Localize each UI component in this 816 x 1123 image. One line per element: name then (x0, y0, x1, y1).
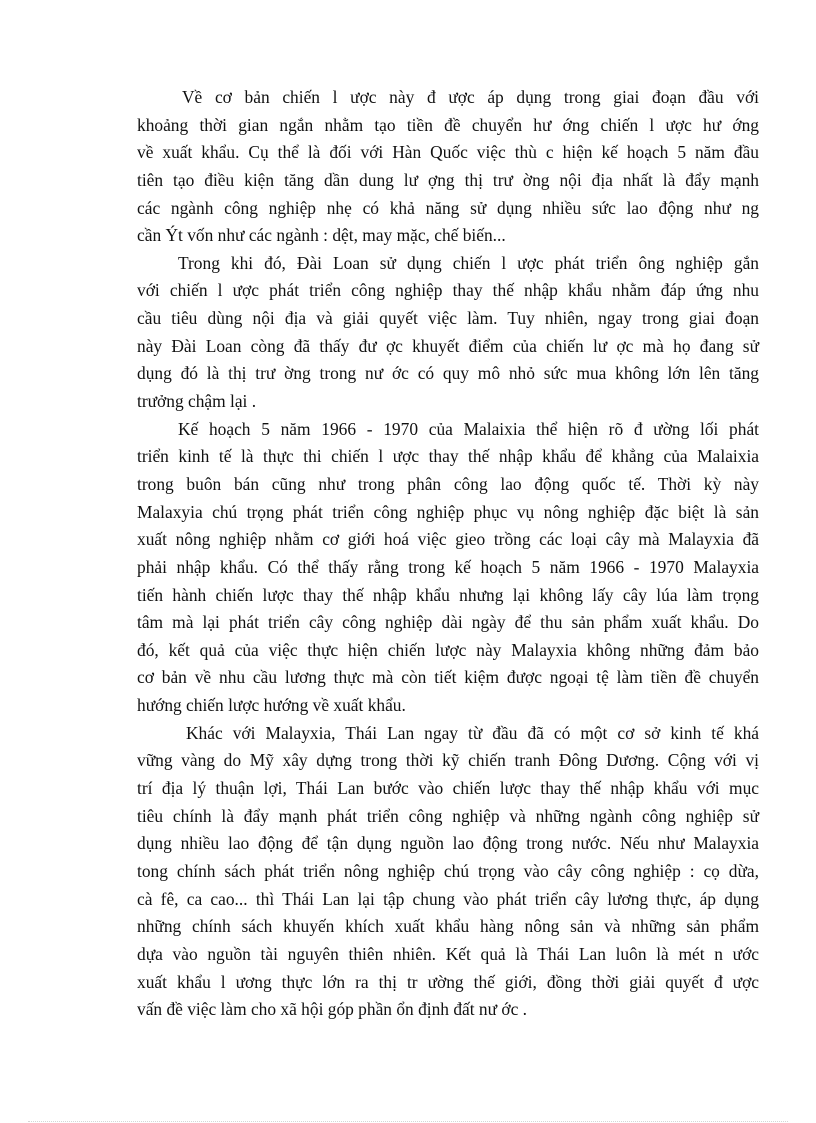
text-line: xuất nông nghiệp nhằm cơ giới hoá việc gieo trồng các loại cây mà Malayxia đã (137, 529, 759, 550)
paragraph-3 (137, 416, 759, 720)
body-text (137, 84, 759, 1024)
text-line: cơ bản về nhu cầu lương thực mà còn tiết kiệm được ngoại tệ làm tiền đề chuyển (137, 667, 759, 688)
text-line: Kế hoạch 5 năm 1966 - 1970 của Malaixia thể hiện rõ đ ường lối phát (178, 418, 759, 439)
paragraph-4 (137, 720, 759, 1024)
text-line: khoảng thời gian ngắn nhằm tạo tiền đề chuyển hư ớng chiến l ược hư ớng (137, 114, 759, 135)
text-line: vững vàng do Mỹ xây dựng trong thời kỹ chiến tranh Đông Dương. Cộng với vị (137, 750, 759, 771)
text-line: các ngành công nghiệp nhẹ có khả năng sử dụng nhiều sức lao động như ng (137, 197, 759, 218)
text-line: trí địa lý thuận lợi, Thái Lan bước vào chiến lược thay thế nhập khẩu với mục (137, 778, 759, 799)
text-line: Trong khi đó, Đài Loan sử dụng chiến l ược phát triển ông nghiệp gắn (178, 252, 759, 273)
text-line: trưởng chậm lại . (137, 391, 257, 412)
text-line: cần Ýt vốn như các ngành : dệt, may mặc, chế biến... (137, 225, 506, 246)
text-line: tiêu chính là đẩy mạnh phát triển công nghiệp và những ngành công nghiệp sử (137, 805, 759, 826)
text-line: tong chính sách phát triển nông nghiệp chú trọng vào cây công nghiệp : cọ dừa, (137, 860, 759, 881)
text-line: dụng đó là thị trư ờng trong nư ớc có quy mô nhỏ sức mua không lớn lên tăng (137, 363, 759, 384)
text-line: phải nhập khẩu. Có thể thấy rằng trong kế hoạch 5 năm 1966 - 1970 Malayxia (137, 556, 759, 577)
text-line: trong buôn bán cũng như trong phân công lao động quốc tế. Thời kỳ này (137, 473, 759, 494)
text-line: dụng nhiều lao động để tận dụng nguồn lao động trong nước. Nếu như Malayxia (137, 833, 759, 854)
text-line: này Đài Loan còng đã thấy đư ợc khuyết điểm của chiến lư ợc mà họ đang sử (137, 335, 759, 356)
text-line: những chính sách khuyến khích xuất khẩu hàng nông sản và những sản phẩm (137, 916, 759, 937)
text-line: vấn đề việc làm cho xã hội góp phần ổn định đất nư ớc . (137, 999, 528, 1020)
text-line: đó, kết quả của việc thực hiện chiến lược này Malayxia không những đảm bảo (137, 639, 759, 660)
paragraph-1 (137, 84, 759, 250)
text-line: hướng chiến lược hướng về xuất khẩu. (137, 695, 406, 716)
text-line: xuất khẩu l ương thực lớn ra thị tr ường thế giới, đồng thời giải quyết đ ược (137, 971, 759, 992)
text-line: tiến hành chiến lược thay thế nhập khẩu nhưng lại không lấy cây lúa làm trọng (137, 584, 759, 605)
text-line: Về cơ bản chiến l ược này đ ược áp dụng trong giai đoạn đầu với (182, 87, 759, 107)
text-line: dựa vào nguồn tài nguyên thiên nhiên. Kết quả là Thái Lan luôn là mét n ước (137, 943, 759, 964)
text-line: cà fê, ca cao... thì Thái Lan lại tập chung vào phát triển cây lương thực, áp dụng (137, 888, 759, 909)
paragraph-2 (137, 250, 759, 416)
text-line: với chiến l ược phát triển công nghiệp thay thế nhập khẩu nhằm đáp ứng nhu (137, 280, 759, 301)
text-line: tâm mà lại phát triển cây công nghiệp dài ngày để thu sản phẩm xuất khẩu. Do (137, 612, 759, 633)
text-line: triển kinh tế là thực thi chiến l ược thay thế nhập khẩu để khẳng của Malaixia (137, 446, 759, 467)
text-line: về xuất khẩu. Cụ thể là đối với Hàn Quốc việc thù c hiện kế hoạch 5 năm đầu (137, 142, 759, 163)
text-line: Khác với Malayxia, Thái Lan ngay từ đầu đã có một cơ sở kinh tế khá (186, 722, 759, 743)
page-bottom-divider (28, 1121, 788, 1122)
text-line: cầu tiêu dùng nội địa và giải quyết việc làm. Tuy nhiên, ngay trong giai đoạn (137, 308, 759, 329)
text-line: tiên tạo điều kiện tăng dần dung lư ợng thị trư ờng nội địa nhất là đẩy mạnh (137, 169, 759, 190)
text-line: Malaxyia chú trọng phát triển công nghiệp phục vụ nông nghiệp đặc biệt là sản (137, 501, 759, 522)
